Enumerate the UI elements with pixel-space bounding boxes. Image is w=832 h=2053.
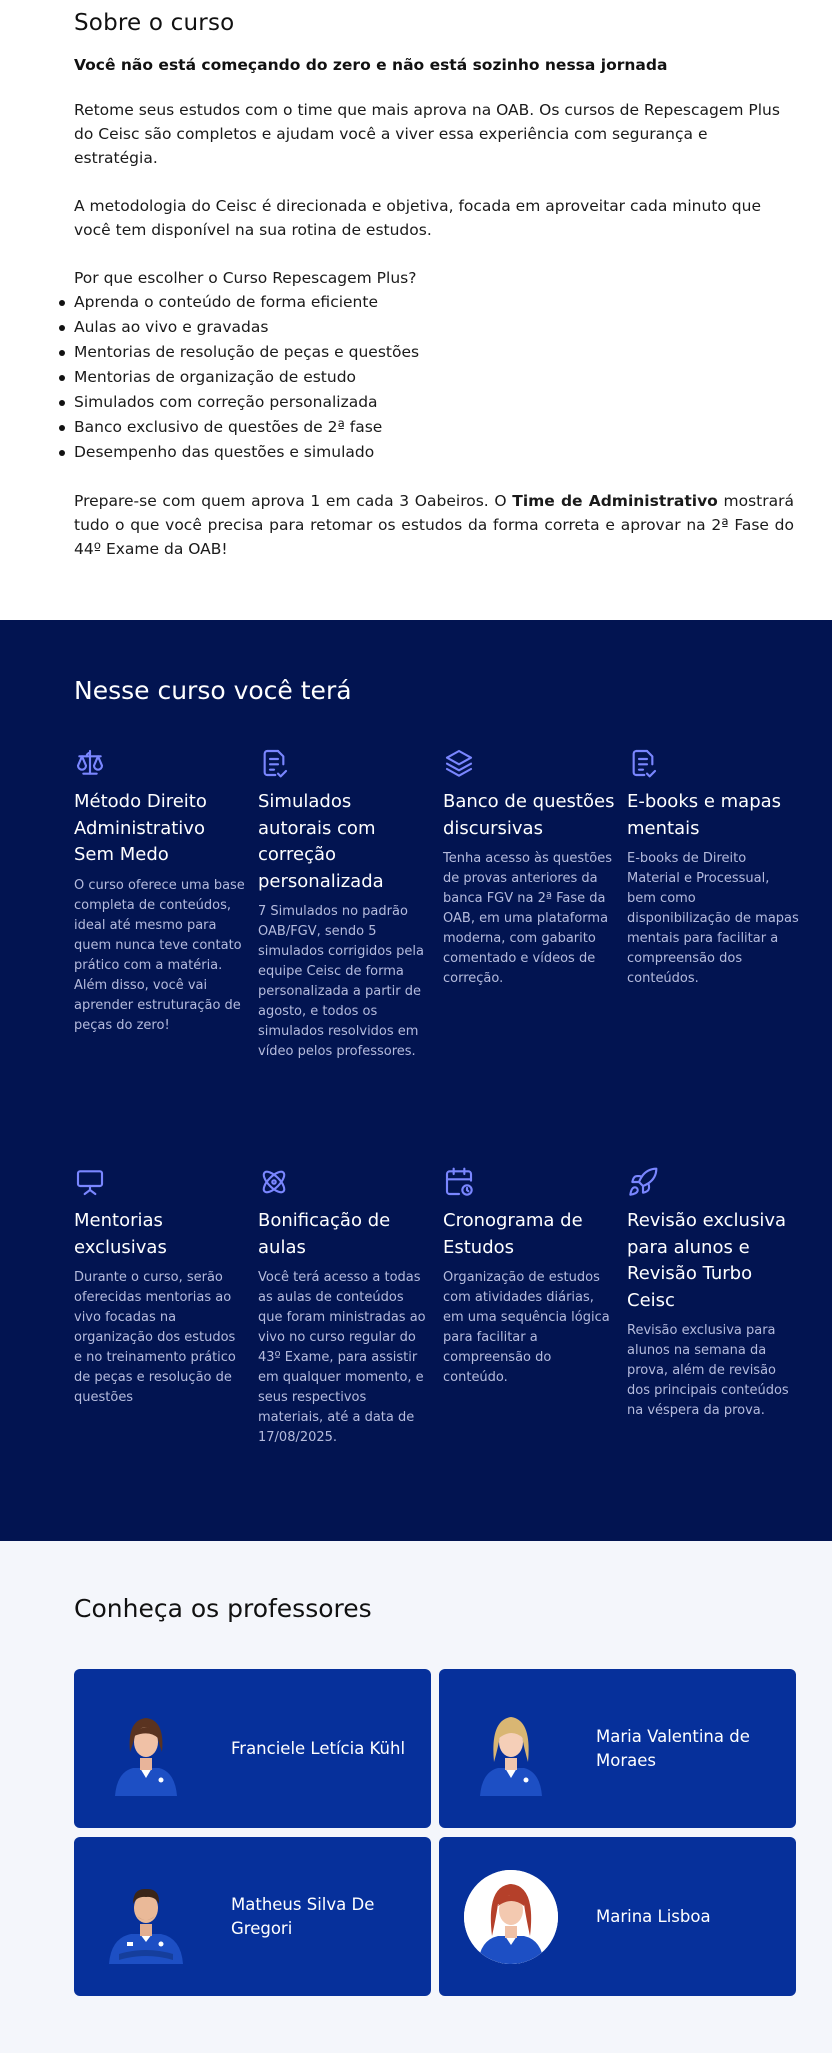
list-item [59,315,794,340]
feature-card [443,747,615,989]
features-title: Nesse curso você terá [74,676,352,705]
list-item [59,290,794,315]
layers-icon [443,747,475,779]
feature-card [258,747,430,1062]
list-item-label: Simulados com correção personalizada [74,393,378,411]
professor-name: Marina Lisboa [596,1906,711,1926]
rocket-icon [627,1166,659,1198]
about-subtitle: Você não está começando do zero e não está sozinho nessa jornada [74,56,668,74]
why-title: Por que escolher o Curso Repescagem Plus? [74,269,417,287]
closing-highlight: Time de Administrativo [512,492,718,510]
professor-name: Matheus Silva De Gregori [231,1894,375,1938]
professor-card[interactable] [439,1669,796,1828]
professor-card[interactable] [74,1837,431,1996]
bullet-icon [59,325,65,331]
features-section [0,620,832,1541]
feature-card [627,747,799,989]
professor-photo [464,1702,558,1796]
list-item-label: Aulas ao vivo e gravadas [74,318,269,336]
presentation-icon [74,1166,106,1198]
about-title: Sobre o curso [74,10,235,36]
about-paragraph-1: Retome seus estudos com o time que mais aprova na OAB. Os cursos de Repescagem Plus do Ceisc são completos e ajudam você a viver essa experiência com segurança e estratégia. [74,101,780,167]
professor-name: Franciele Letícia Kühl [231,1738,406,1758]
list-item-label: Mentorias de organização de estudo [74,368,357,386]
professor-photo [464,1870,558,1964]
bullet-icon [59,400,65,406]
professors-section [0,1541,832,2053]
feature-card [258,1166,430,1448]
feature-title: Simulados autorais com correção personalizada [258,791,384,892]
bullet-icon [59,375,65,381]
scale-icon [74,747,106,779]
feature-text: Revisão exclusiva para alunos na semana da prova, além de revisão dos principais conteúdos na véspera da prova. [627,1323,789,1418]
about-paragraph-2: A metodologia do Ceisc é direcionada e objetiva, focada em aproveitar cada minuto que você tem disponível na sua rotina de estudos. [74,197,762,239]
feature-title: Cronograma de Estudos [443,1210,583,1258]
feature-text: Durante o curso, serão oferecidas mentorias ao vivo focadas na organização dos estudos e no treinamento prático de peças e resolução de questões [74,1270,236,1405]
list-item-label: Desempenho das questões e simulado [74,443,375,461]
calendar-icon [443,1166,475,1198]
list-item [59,390,794,415]
closing-text-start: Prepare-se com quem aprova 1 em cada 3 Oabeiros. O [74,492,513,510]
list-item-label: Mentorias de resolução de peças e questões [74,343,420,361]
feature-text: Você terá acesso a todas as aulas de conteúdos que foram ministradas ao vivo no curso regular do 43º Exame, para assistir em qualquer momento, e seus respectivos materiais, até a data de 17/08/2025. [258,1270,426,1445]
feature-title: Revisão exclusiva para alunos e Revisão Turbo Ceisc [627,1210,787,1311]
professors-title: Conheça os professores [74,1594,372,1623]
bullet-icon [59,350,65,356]
about-section [0,0,832,620]
feature-text: 7 Simulados no padrão OAB/FGV, sendo 5 simulados corrigidos pela equipe Ceisc de forma personalizada a partir de agosto, e todos os simulados resolvidos em vídeo pelos professores. [258,904,424,1059]
bullet-icon [59,450,65,456]
professor-card[interactable] [439,1837,796,1996]
feature-text: E-books de Direito Material e Processual, bem como disponibilização de mapas mentais para facilitar a compreensão dos conteúdos. [627,851,799,986]
document-icon [258,747,290,779]
feature-card [443,1166,615,1388]
feature-title: Bonificação de aulas [258,1210,391,1258]
benefits-list [59,290,794,465]
feature-card [74,1166,246,1408]
list-item [59,340,794,365]
feature-title: Banco de questões discursivas [443,791,615,839]
feature-title: E-books e mapas mentais [627,791,782,839]
professor-photo [99,1870,193,1964]
list-item-label: Banco exclusivo de questões de 2ª fase [74,418,383,436]
feature-text: Tenha acesso às questões de provas anteriores da banca FGV na 2ª Fase da OAB, em uma plataforma moderna, com gabarito comentado e vídeos de correção. [443,851,613,986]
list-item [59,415,794,440]
professor-name: Maria Valentina de Moraes [596,1726,750,1770]
feature-title: Método Direito Administrativo Sem Medo [74,791,207,865]
bullet-icon [59,425,65,431]
list-item-label: Aprenda o conteúdo de forma eficiente [74,293,378,311]
professor-photo [99,1702,193,1796]
feature-title: Mentorias exclusivas [74,1210,167,1258]
closing-text-end: mostrará tudo o que você precisa para retomar os estudos da forma correta e aprovar na 2ª Fase do 44º Exame da OAB! [74,492,794,558]
document-icon [627,747,659,779]
professor-card[interactable] [74,1669,431,1828]
feature-card [627,1166,799,1421]
list-item [59,440,794,465]
feature-text: Organização de estudos com atividades diárias, em uma sequência lógica para facilitar a compreensão do conteúdo. [443,1270,610,1385]
feature-text: O curso oferece uma base completa de conteúdos, ideal até mesmo para quem nunca teve contato prático com a matéria. Além disso, você vai aprender estruturação de peças do zero! [74,877,245,1033]
about-closing [74,489,794,561]
atom-icon [258,1166,290,1198]
feature-card [74,747,246,1036]
bullet-icon [59,300,65,306]
list-item [59,365,794,390]
